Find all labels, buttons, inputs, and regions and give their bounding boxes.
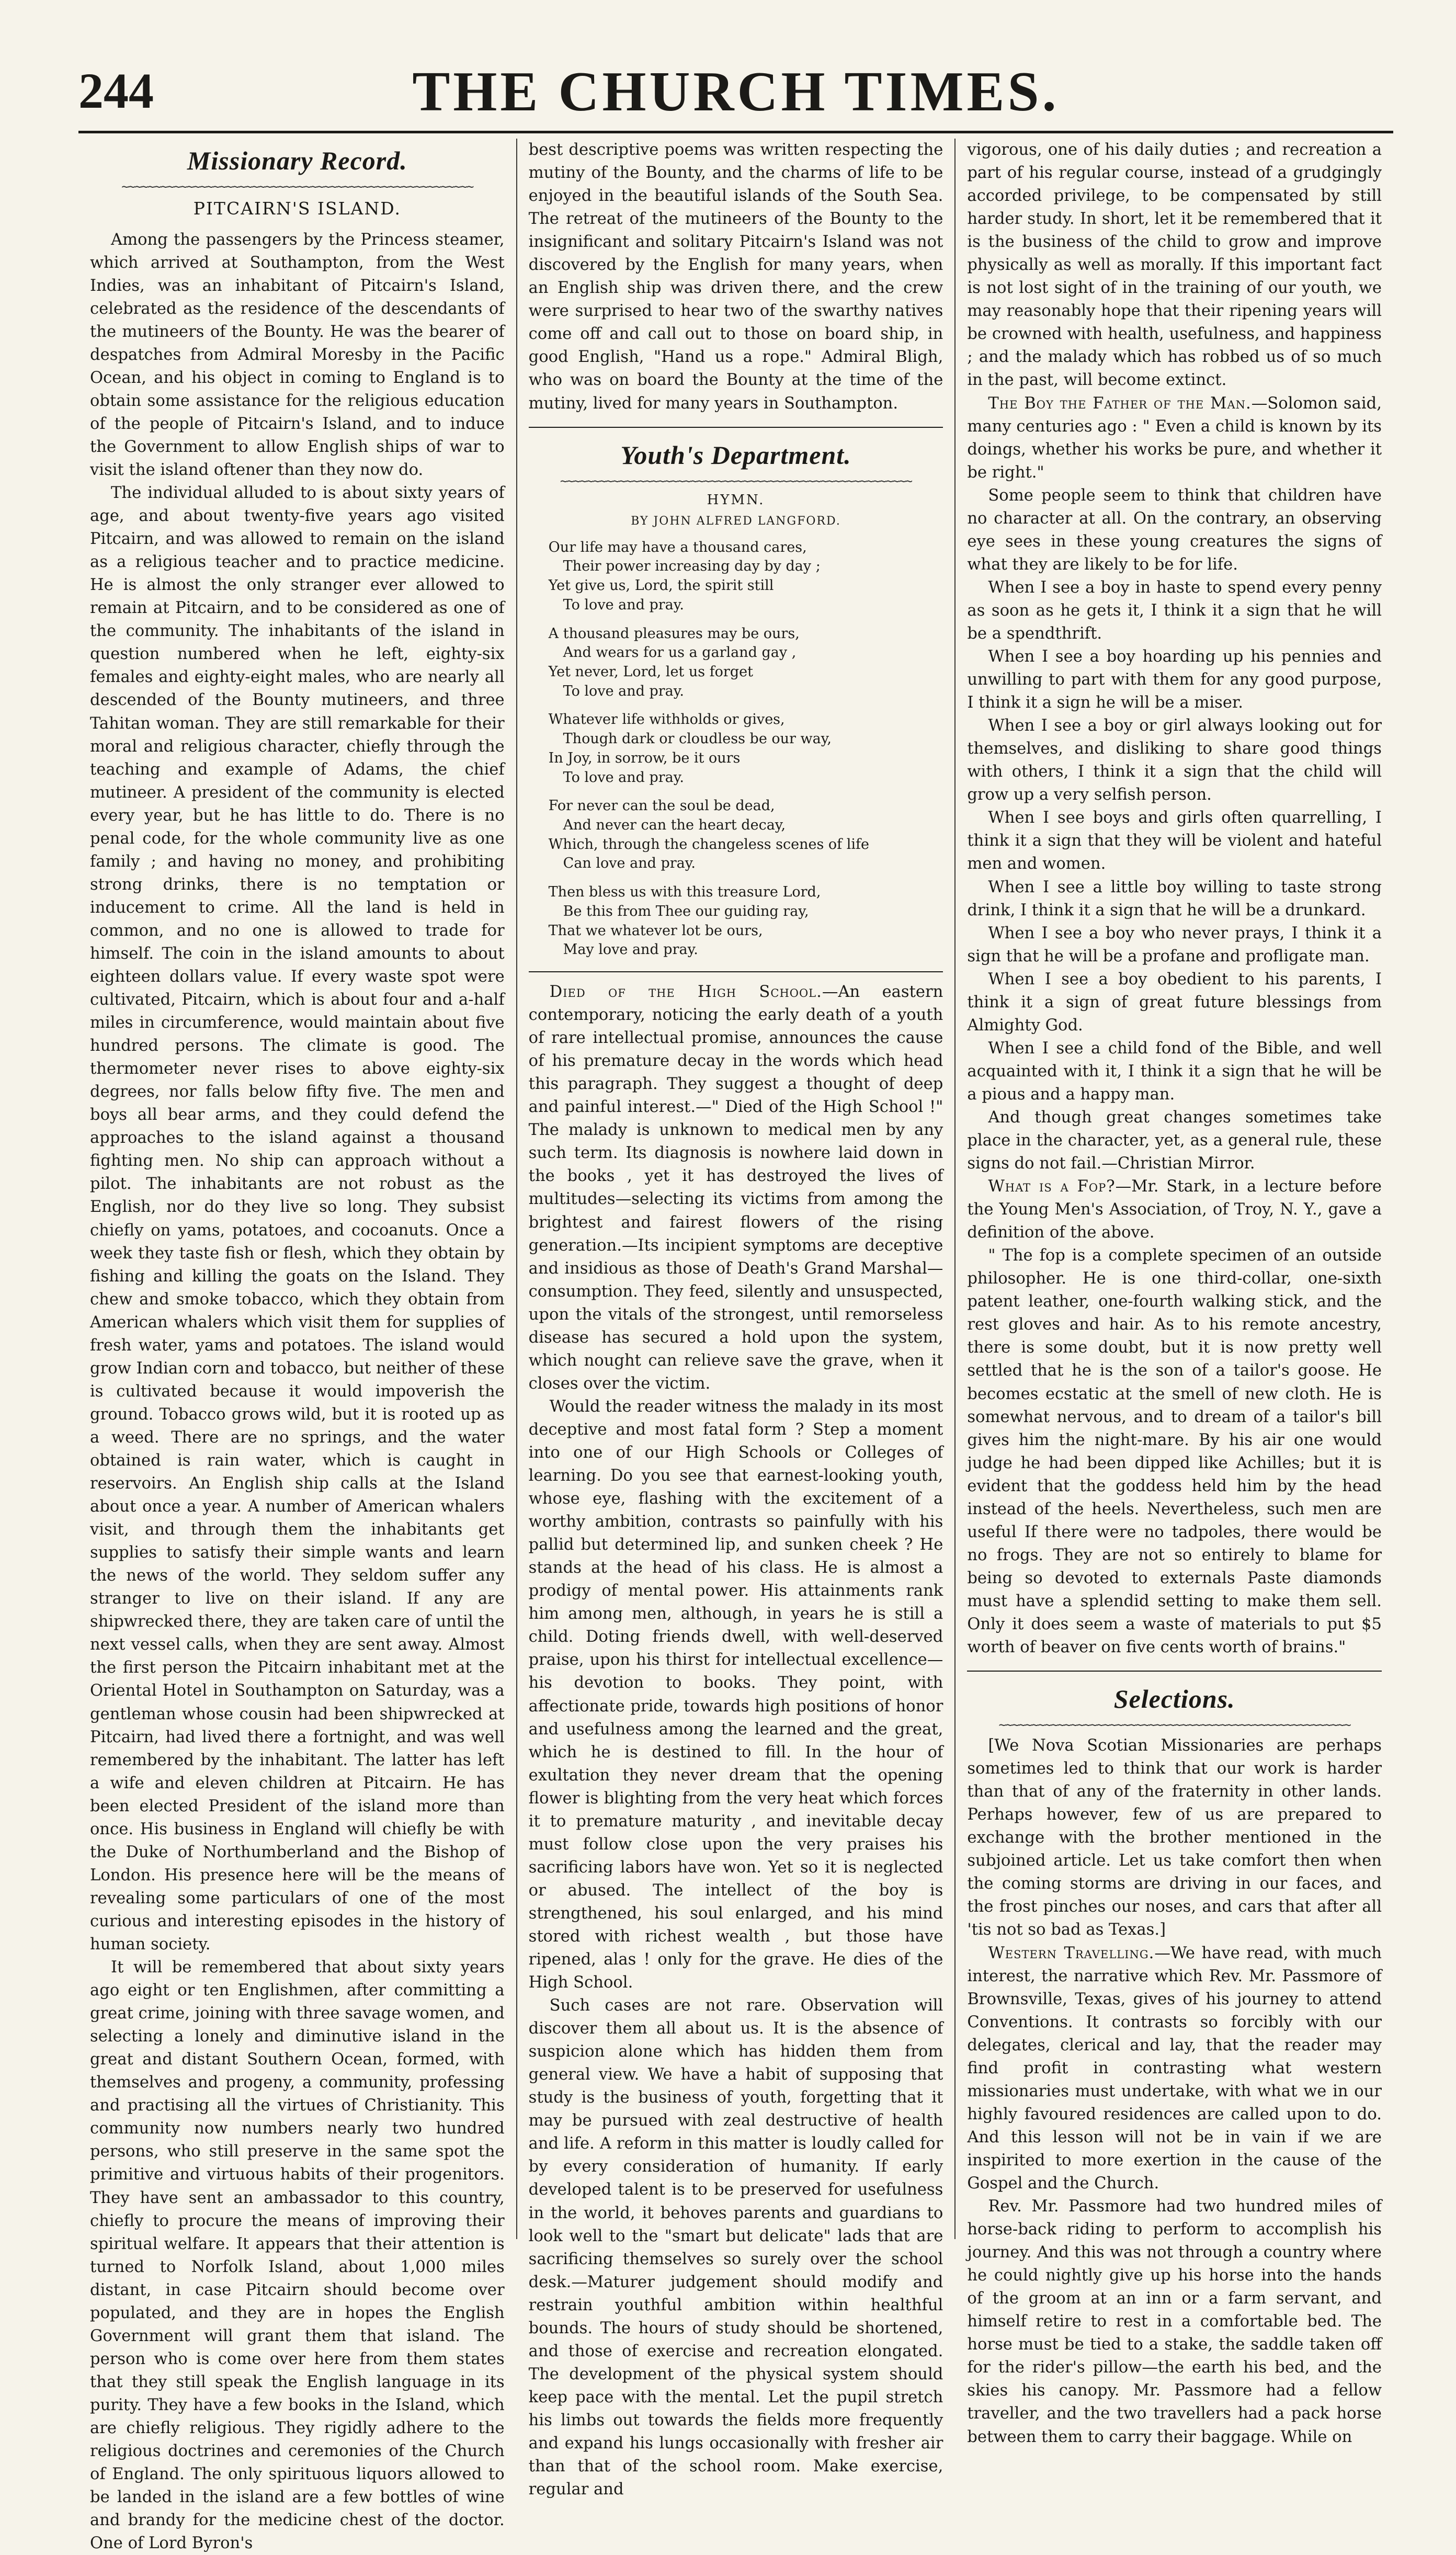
- paragraph: Among the passengers by the Princess steamer, which arrived at Southampton, from the West Indies, was an inhabitant of Pitcairn's Island, celebrated as the residence of the descendants of the mutineers of the Bounty. He was the bearer of despatches from Admiral Moresby in the Pacific Ocean, and his object in coming to England is to obtain some assistance for the religious education of the people of Pitcairn's Island, and to induce the Government to allow English ships of war to visit the island oftener than they now do.: [90, 230, 505, 479]
- paragraph: And though great changes sometimes take place in the character, yet, as a general rule, these signs do not fail.—Christian Mirror.: [967, 1108, 1382, 1173]
- divider: [967, 1671, 1382, 1672]
- paragraph-continued: best descriptive poems was written respecting the mutiny of the Bounty, and the charms of life to be enjoyed in the beautiful islands of the South Sea. The retreat of the mutineers of the Bounty to the insignificant and solitary Pitcairn's Island was not discovered by the English for many years, when an English ship was driven there, and the crew were surprised to hear two of the swarthy natives come off and call out to those on board ship, in good English, "Hand us a rope." Admiral Bligh, who was on board the Bounty at the time of the mutiny, lived for many years in Southampton.: [528, 141, 943, 413]
- masthead: [78, 52, 1393, 133]
- article-subtitle: PITCAIRN'S ISLAND.: [193, 198, 401, 219]
- hymn-stanza: [549, 538, 943, 615]
- hymn-stanza: [549, 797, 943, 873]
- section-heading-youth: Youth's Department.: [620, 440, 851, 470]
- paragraph: It will be remembered that about sixty years ago eight or ten Englishmen, after committing a great crime, joining with three savage women, and selecting a lonely and diminutive island in the great and distant Southern Ocean, formed, with themselves and progeny, a community, professing and practising all the virtues of Christianity. This community now numbers nearly two hundred persons, who still preserve in the same spot the primitive and virtuous habits of their progenitors. They have sent an ambassador to this country, chiefly to procure the means of improving their spiritual welfare. It appears that their attention is turned to Norfolk Island, about 1,000 miles distant, in case Pitcairn should become over populated, and they are in hopes the English Government will grant them that island. The person who is come over here from them states that they still speak the English language in its purity. They have a few books in the Island, which are chiefly religious. They rigidly adhere to the religious doctrines and ceremonies of the Church of England. The only spirituous liquors allowed to be landed in the island are a few bottles of wine and brandy for the medicine chest of the doctor. One of Lord Byron's: [90, 1958, 505, 2553]
- verse-line: Whatever life withholds or gives,: [548, 711, 785, 728]
- section-heading-missionary: Missionary Record.: [187, 146, 407, 175]
- paragraph: " The fop is a complete specimen of an outside philosopher. He is one third-collar, one-sixth patent leather, one-fourth walking stick, and the rest gloves and hair. As to his remote ancestry, there is some doubt, but it is now pretty well settled that he is the son of a tailor's goose. He becomes ecstatic at the smell of new cloth. He is somewhat nervous, and to dream of a tailor's bill gives him the night-mare. By his air one would judge he had been dipped like Achilles; but it is evident that the goddess held him by the head instead of the heels. Nevertheless, such men are useful If there were no tadpoles, there would be no frogs. They are not so entirely to blame for being so devoted to externals Paste diamonds must have a splendid setting to make them sell. Only it does seem a waste of materials to put $5 worth of beaver on five cents worth of brains.": [967, 1246, 1382, 1657]
- article-heading: Died of the High School.: [549, 983, 822, 1002]
- columns: [78, 139, 1393, 2553]
- decorative-rule: ~~~~~~~~~~~~~~~~~~~~~~~~~~~~~~~~~~~~~~~~~~~~~~~~~~~~~~: [121, 179, 473, 194]
- hymn-title: HYMN.: [707, 492, 765, 508]
- paragraph-text: —We have read, with much interest, the narrative which Rev. Mr. Passmore of Brownsville, Texas, gives of his journey to attend Conventions. It contrasts so forcibly with our delegates, clerical and lay, that the reader may find profit in contrasting what western missionaries must undertake, with what we in our highly favoured residences are called upon to do. And this lesson will not be in vain if we are inspirited to more exertion in the cause of the Gospel and the Church.: [967, 1944, 1382, 2193]
- verse-line: Yet never, Lord, let us forget: [548, 663, 753, 680]
- verse-line: To love and pray.: [563, 769, 685, 786]
- verse-line: Which, through the changeless scenes of life: [548, 836, 869, 853]
- paragraph-text: —An eastern contemporary, noticing the early death of a youth of rare intellectual promise, announces the cause of his premature decay in the words which head this paragraph. They suggest a thought of deep and painful interest.—" Died of the High School !" The malady is unknown to medical men by any such term. Its diagnosis is nowhere laid down in the books , yet it has destroyed the lives of multitudes—selecting its victims from among the brightest and fairest flowers of the rising generation.—Its incipient symptoms are deceptive and insidious as those of Death's Grand Marshal—consumption. They feed, silently and unsuspected, upon the vitals of the strongest, until remorseless disease has secured a hold upon the system, which nought can relieve save the grave, when it closes over the victim.: [528, 983, 943, 1393]
- paragraph: When I see a little boy willing to taste strong drink, I think it a sign that he will be a drunkard.: [967, 878, 1382, 919]
- newspaper-title: THE CHURCH TIMES.: [412, 61, 1060, 123]
- paragraph-text: —Solomon said, many centuries ago : " Even a child is known by its doings, whether his works be pure, and whether it be right.": [967, 394, 1382, 482]
- article-heading: Western Travelling.: [988, 1944, 1155, 1962]
- paragraph-text: —Mr. Stark, in a lecture before the Young Men's Association, of Troy, N. Y., gave a definition of the above.: [967, 1177, 1382, 1242]
- paragraph: [967, 1942, 1382, 2196]
- paragraph: [529, 981, 943, 1395]
- paragraph: When I see boys and girls often quarrelling, I think it a sign that they will be violent and hateful men and women.: [967, 809, 1382, 873]
- hymn-stanza: [549, 883, 943, 960]
- paragraph: When I see a boy or girl always looking out for themselves, and disliking to share good things with others, I think it a sign that the child will grow up a very selfish person.: [967, 717, 1382, 804]
- article-heading: What is a Fop?: [988, 1177, 1116, 1196]
- verse-line: Yet give us, Lord, the spirit still: [548, 577, 774, 594]
- verse-line: To love and pray.: [563, 596, 685, 613]
- paragraph: When I see a boy in haste to spend every penny as soon as he gets it, I think it a sign that he will be a spendthrift.: [967, 578, 1382, 643]
- verse-line: Can love and pray.: [563, 855, 696, 872]
- editor-note: [We Nova Scotian Missionaries are perhaps sometimes led to think that our work is harder than that of any of the fraternity in other lands. Perhaps however, few of us are prepared to exchange with the brother mentioned in the subjoined article. Let us take comfort then when the coming storms are driving in our faces, and the frost pinches our noses, and cars that after all 'tis not so bad as Texas.]: [967, 1736, 1382, 1939]
- divider: [529, 971, 943, 972]
- verse-line: That we whatever lot be ours,: [548, 922, 763, 939]
- verse-line: Then bless us with this treasure Lord,: [548, 884, 821, 901]
- verse-line: In Joy, in sorrow, be it ours: [548, 750, 741, 766]
- hymn-stanza: [549, 624, 943, 701]
- paragraph: Rev. Mr. Passmore had two hundred miles of horse-back riding to perform to accomplish his journey. And this was not through a country where he could nightly give up his horse into the hands of the groom at an inn or a farm servant, and himself retire to rest in a comfortable bed. The horse must be tied to a stake, the saddle taken off for the rider's pillow—the earth his bed, and the skies his canopy. Mr. Passmore had a fellow traveller, and the two travellers had a pack horse between them to carry their baggage. While on: [967, 2197, 1382, 2446]
- hymn-stanza: [549, 710, 943, 787]
- paragraph: Such cases are not rare. Observation will discover them all about us. It is the absence of suspicion alone which has hidden them from general view. We have a habit of supposing that study is the business of youth, forgetting that it may be pursued with zeal destructive of health and life. A reform in this matter is loudly called for by every consideration of humanity. If early developed talent is to be preserved for usefulness in the world, it behoves parents and guardians to look well to the "smart but delicate" lads that are sacrificing themselves so surely over the school desk.—Maturer judgement should modify and restrain youthful ambition within healthful bounds. The hours of study should be shortened, and those of exercise and recreation elongated. The development of the physical system should keep pace with the mental. Let the pupil stretch his limbs out towards the fields more frequently and expand his lungs occasionally with fresher air than that of the school room. Make exercise, regular and: [528, 1996, 943, 2499]
- paragraph: When I see a boy hoarding up his pennies and unwilling to part with them for any good purpose, I think it a sign he will be a miser.: [967, 648, 1382, 712]
- verse-line: Their power increasing day by day ;: [563, 558, 821, 575]
- paragraph: [967, 392, 1382, 484]
- paragraph: When I see a boy who never prays, I think it a sign that he will be a profane and profligate man.: [967, 924, 1382, 966]
- paragraph-continued: vigorous, one of his daily duties ; and recreation a part of his regular course, instead of a grudgingly accorded privilege, to be compensated by still harder study. In short, let it be remembered that it is the business of the child to grow and improve physically as well as morally. If this important fact is not lost sight of in the training of our youth, we may reasonably hope that their ripening years will be crowned with health, usefulness, and happiness ; and the malady which has robbed us of so much in the past, will become extinct.: [967, 141, 1382, 390]
- paragraph: When I see a child fond of the Bible, and well acquainted with it, I think it a sign that he will be a pious and a happy man.: [967, 1039, 1382, 1104]
- verse-line: A thousand pleasures may be ours,: [548, 625, 800, 642]
- paragraph: When I see a boy obedient to his parents, I think it a sign of great future blessings from Almighty God.: [967, 970, 1382, 1035]
- paragraph: [967, 1175, 1382, 1244]
- paragraph: The individual alluded to is about sixty years of age, and about twenty-five years ago visited Pitcairn, and was allowed to remain on the island as a religious teacher and to practice medicine. He is almost the only stranger ever allowed to remain at Pitcairn, and to be considered as one of the community. The inhabitants of the island in question numbered when he left, eighty-six females and eighty-eight males, who are nearly all descended of the Bounty mutineers, and three Tahitan woman. They are still remarkable for their moral and religious character, chiefly through the teaching and example of Adams, the chief mutineer. A president of the community is elected every year, but he has little to do. There is no penal code, for the whole community live as one family ; and having no money, and prohibiting strong drinks, there is no temptation or inducement to crime. All the land is held in common, and no one is allowed to trade for himself. The coin in the island amounts to about eighteen dollars value. If every waste spot were cultivated, Pitcairn, which is about four and a-half miles in circumference, would maintain about five hundred persons. The climate is good. The thermometer never rises to above eighty-six degrees, nor falls below fifty five. The men and boys all bear arms, and they could defend the approaches to the island against a thousand fighting men. No ship can approach without a pilot. The inhabitants are not robust as the English, nor do they live so long. They subsist chiefly on yams, potatoes, and cocoanuts. Once a week they taste fish or flesh, which they obtain by fishing and killing the goats on the Island. They chew and smoke tobacco, which they obtain from American whalers which visit them for supplies of fresh water, yams and potatoes. The island would grow Indian corn and tobacco, but neither of these is cultivated because it would impoverish the ground. Tobacco grows wild, but it is rooted up as a weed. There are no springs, and the water obtained is rain water, which is caught in reservoirs. An English ship calls at the Island about once a year. A number of American whalers visit, and through them the inhabitants get supplies to satisfy their simple wants and learn the news of the world. They seldom suffer any stranger to live on their island. If any are shipwrecked there, they are taken care of until the next vessel calls, when they are sent away. Almost the first person the Pitcairn inhabitant met at the Oriental Hotel in Southampton on Saturday, was a gentleman whose cousin had been shipwrecked at Pitcairn, had lived there a fortnight, and was well remembered by the inhabitant. The latter has left a wife and eleven children at Pitcairn. He has been elected President of the island more than once. His business in England will chiefly be with the Duke of Northumberland and the Bishop of London. His presence here will be the means of revealing some particulars of one of the most curious and interesting episodes in the history of human society.: [90, 484, 505, 1954]
- verse-line: Our life may have a thousand cares,: [548, 539, 807, 555]
- verse-line: May love and pray.: [563, 941, 698, 958]
- hymn-author: BY JOHN ALFRED LANGFORD.: [631, 515, 841, 528]
- verse-line: To love and pray.: [563, 683, 685, 699]
- paragraph: Would the reader witness the malady in its most deceptive and most fatal form ? Step a moment into one of our High Schools or Colleges of learning. Do you see that earnest-looking youth, whose eye, flashing with the excitement of a worthy ambition, contrasts so painfully with his pallid but determined lip, and sunken cheek ? He stands at the head of his class. He is almost a prodigy of mental power. His attainments rank him among men, although, in years he is still a child. Doting friends dwell, with well-deserved praise, upon his thirst for intellectual excellence—his devotion to books. They point, with affectionate pride, towards high positions of honor and usefulness among the learned and the great, which he is destined to fill. In the hour of exultation they never dream that the opening flower is blighting from the very heat which forces it to premature maturity , and inevitable decay must follow close upon the very praises his sacrificing labors have won. Yet so it is neglected or abused. The intellect of the boy is strengthened, his soul enlarged, and his mind stored with richest wealth , but those have ripened, alas ! only for the grave. He dies of the High School.: [528, 1397, 943, 1992]
- page-number: 244: [78, 63, 154, 119]
- column-1: [78, 139, 516, 2553]
- paragraph: Some people seem to think that children have no character at all. On the contrary, an observing eye sees in these young creatures the signs of what they are likely to be for life.: [967, 486, 1382, 574]
- column-2: [516, 139, 955, 2499]
- decorative-rule: ~~~~~~~~~~~~~~~~~~~~~~~~~~~~~~~~~~~~~~~~~~~~~~~~~~~~~~: [560, 473, 912, 489]
- divider: [529, 427, 943, 428]
- verse-line: For never can the soul be dead,: [548, 798, 775, 814]
- verse-line: Though dark or cloudless be our way,: [563, 731, 832, 747]
- verse-line: And wears for us a garland gay ,: [563, 644, 797, 661]
- verse-line: Be this from Thee our guiding ray,: [563, 903, 809, 919]
- article-heading: The Boy the Father of the Man.: [988, 394, 1252, 413]
- decorative-rule: ~~~~~~~~~~~~~~~~~~~~~~~~~~~~~~~~~~~~~~~~~~~~~~~~~~~~~~: [998, 1718, 1350, 1733]
- section-heading-selections: Selections.: [1113, 1684, 1235, 1714]
- verse-line: And never can the heart decay,: [563, 817, 786, 834]
- column-3: [954, 139, 1393, 2446]
